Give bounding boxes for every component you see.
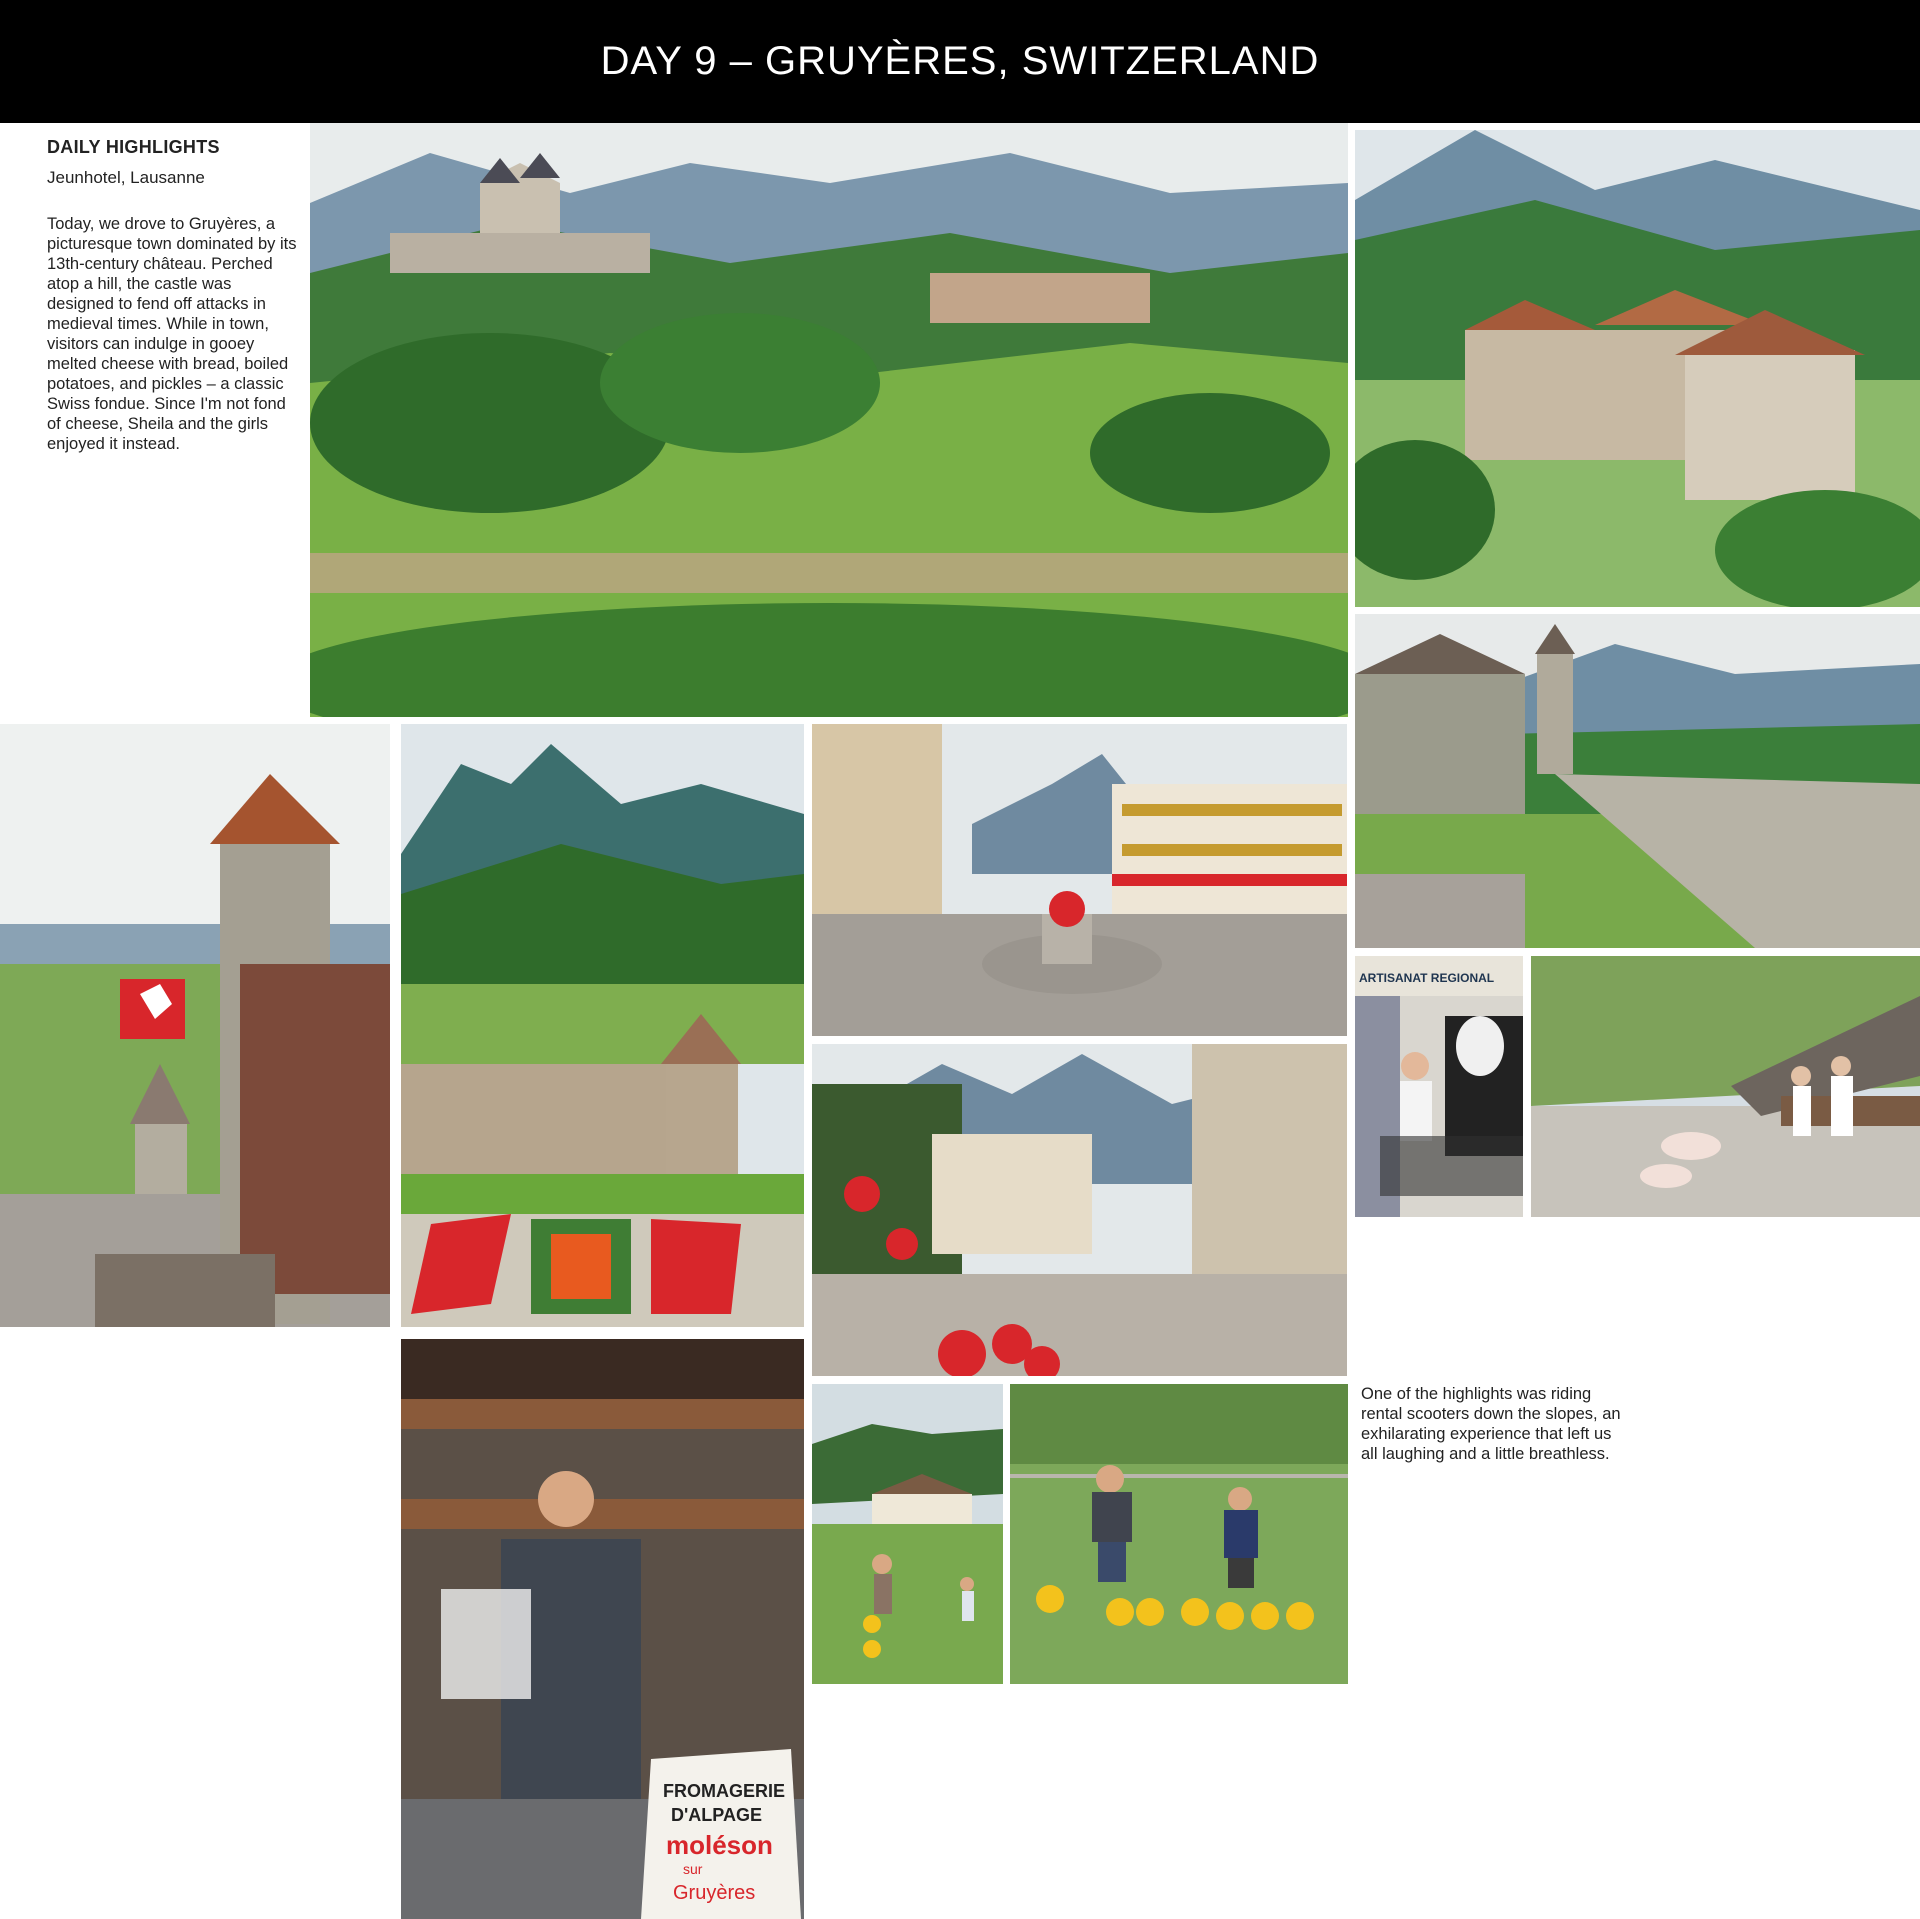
artisanat-sign-text: ARTISANAT REGIONAL [1359,971,1495,985]
gruyeres-sign-text: Gruyères [673,1882,756,1904]
highlights-heading: DAILY HIGHLIGHTS [47,137,220,157]
photo-street-flowers [812,1044,1347,1376]
scooter-caption: One of the highlights was riding rental scooters down the slopes, an exhilarating experience that left us all laughing and a little breathless. [1361,1385,1621,1463]
page-header [0,0,1920,123]
moleson-sur-text: sur [683,1861,703,1877]
highlights-body: Today, we drove to Gruyères, a picturesque town dominated by its 13th-century château. Perched atop a hill, the castle was designed to fend off attacks in medieval times. While in town, visitors can indulge in gooey melted cheese with bread, boiled potatoes, and pickles – a classic Swiss fondue. Since I'm not fond of cheese, Sheila and the girls enjoyed it instead. [47,215,297,453]
photo-ramparts [1355,614,1920,948]
photo-fromagerie-mural [401,1339,804,1919]
photo-scooter-riders [1010,1384,1348,1684]
daily-highlights-panel [47,137,297,454]
photo-tower-flag [0,724,390,1327]
photo-village-aerial [1355,130,1920,607]
page-title: DAY 9 – GRUYÈRES, SWITZERLAND [600,39,1320,83]
fromagerie-sign-line1: FROMAGERIE [663,1781,786,1801]
lodging-location: Jeunhotel, Lausanne [47,168,205,187]
photo-castle-landscape [310,123,1348,717]
photo-artisanat-shop [1355,956,1523,1217]
photo-scooter-hill [812,1384,1003,1684]
fromagerie-sign-line2: D'ALPAGE [671,1805,762,1825]
moleson-sign-text: moléson [666,1830,773,1860]
photo-farm-pigs [1531,956,1920,1217]
photo-street-fountain [812,724,1347,1036]
photo-castle-garden [401,724,804,1327]
